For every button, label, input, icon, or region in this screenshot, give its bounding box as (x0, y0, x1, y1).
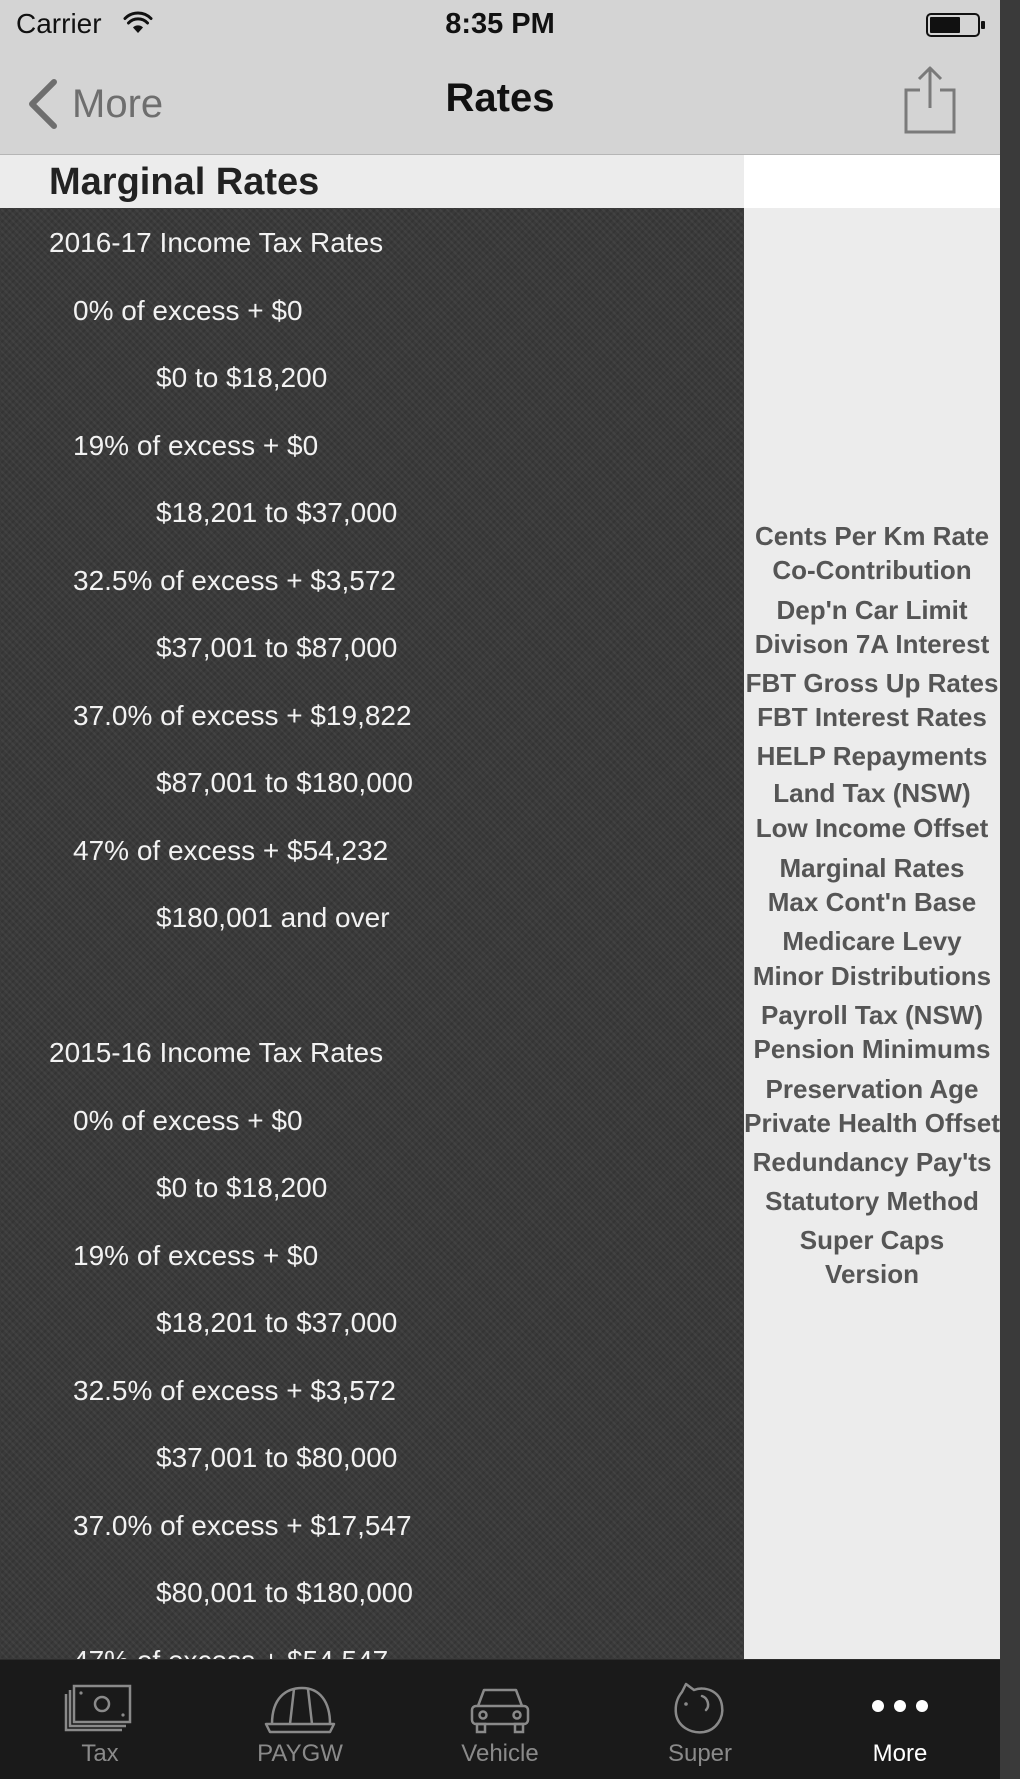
carrier-label: Carrier (16, 8, 102, 39)
share-icon[interactable] (900, 64, 960, 136)
piggy-bank-icon (664, 1680, 736, 1738)
bracket-range: $37,001 to $87,000 (156, 632, 398, 663)
tab-label: Tax (81, 1740, 119, 1767)
page-title: Rates (445, 76, 555, 120)
tab-tax[interactable] (0, 1660, 200, 1779)
index-item[interactable]: Medicare Levy (782, 926, 962, 956)
bracket-rate: 32.5% of excess + $3,572 (73, 565, 396, 596)
bracket-range: $180,001 and over (156, 902, 390, 933)
index-item[interactable]: Divison 7A Interest (754, 629, 990, 659)
index-item[interactable]: FBT Gross Up Rates (745, 668, 999, 698)
back-label: More (72, 81, 164, 126)
index-item[interactable]: Redundancy Pay'ts (752, 1147, 992, 1177)
tab-vehicle[interactable] (400, 1660, 600, 1779)
index-item[interactable]: HELP Repayments (756, 741, 988, 771)
tab-super[interactable] (600, 1660, 800, 1779)
index-header-spacer (744, 155, 1000, 208)
index-item[interactable]: Marginal Rates (779, 853, 965, 883)
bracket-range: $18,201 to $37,000 (156, 497, 398, 528)
navigation-bar (0, 50, 1000, 155)
bracket-rate: 37.0% of excess + $19,822 (73, 700, 412, 731)
bracket-range: $0 to $18,200 (156, 362, 328, 393)
tab-bar (0, 1659, 1000, 1779)
index-item[interactable]: Preservation Age (765, 1074, 979, 1104)
section-index (744, 155, 1000, 1659)
index-item[interactable]: Co-Contribution (772, 555, 972, 585)
hard-hat-icon (264, 1680, 336, 1738)
bracket-range: $80,001 to $180,000 (156, 1577, 413, 1608)
tab-more[interactable] (800, 1660, 1000, 1779)
tab-label: More (872, 1740, 928, 1767)
index-item[interactable]: Low Income Offset (755, 813, 989, 843)
index-item[interactable]: FBT Interest Rates (757, 702, 987, 732)
rates-heading-2015: 2015-16 Income Tax Rates (49, 1037, 384, 1068)
tab-label: PAYGW (257, 1740, 343, 1767)
index-item[interactable]: Max Cont'n Base (767, 887, 977, 917)
tab-label: Vehicle (461, 1740, 539, 1767)
index-item[interactable]: Land Tax (NSW) (773, 778, 971, 808)
index-item[interactable]: Statutory Method (765, 1186, 979, 1216)
index-item[interactable]: Pension Minimums (753, 1034, 991, 1064)
status-time: 8:35 PM (445, 8, 555, 40)
bracket-rate: 37.0% of excess + $17,547 (73, 1510, 412, 1541)
index-item[interactable]: Cents Per Km Rate (754, 521, 990, 551)
bracket-rate: 0% of excess + $0 (73, 1105, 303, 1136)
section-title: Marginal Rates (49, 161, 320, 203)
bracket-rate: 32.5% of excess + $3,572 (73, 1375, 396, 1406)
index-item[interactable]: Payroll Tax (NSW) (760, 1000, 983, 1030)
bracket-rate: 0% of excess + $0 (73, 295, 303, 326)
money-icon (64, 1680, 136, 1738)
bracket-rate: 19% of excess + $0 (73, 1240, 319, 1271)
index-item[interactable]: Super Caps (799, 1225, 945, 1255)
bracket-range: $37,001 to $80,000 (156, 1442, 398, 1473)
status-bar (0, 0, 1000, 50)
bracket-rate: 47% of excess + $54,232 (73, 835, 389, 866)
section-header (0, 155, 744, 208)
bracket-range: $18,201 to $37,000 (156, 1307, 398, 1338)
bracket-range: $0 to $18,200 (156, 1172, 328, 1203)
index-item[interactable]: Version (825, 1259, 919, 1289)
bracket-rate: 19% of excess + $0 (73, 430, 319, 461)
tab-label: Super (667, 1740, 733, 1767)
rates-content[interactable] (0, 155, 744, 1659)
index-item[interactable]: Minor Distributions (752, 961, 992, 991)
bracket-range: $87,001 to $180,000 (156, 767, 413, 798)
car-icon (464, 1680, 536, 1738)
index-item[interactable]: Dep'n Car Limit (776, 595, 968, 625)
more-dots-icon (864, 1680, 936, 1738)
index-item[interactable]: Private Health Offset (744, 1108, 1000, 1138)
rates-heading-2016: 2016-17 Income Tax Rates (49, 227, 384, 258)
tab-paygw[interactable] (200, 1660, 400, 1779)
battery-icon (926, 12, 986, 38)
